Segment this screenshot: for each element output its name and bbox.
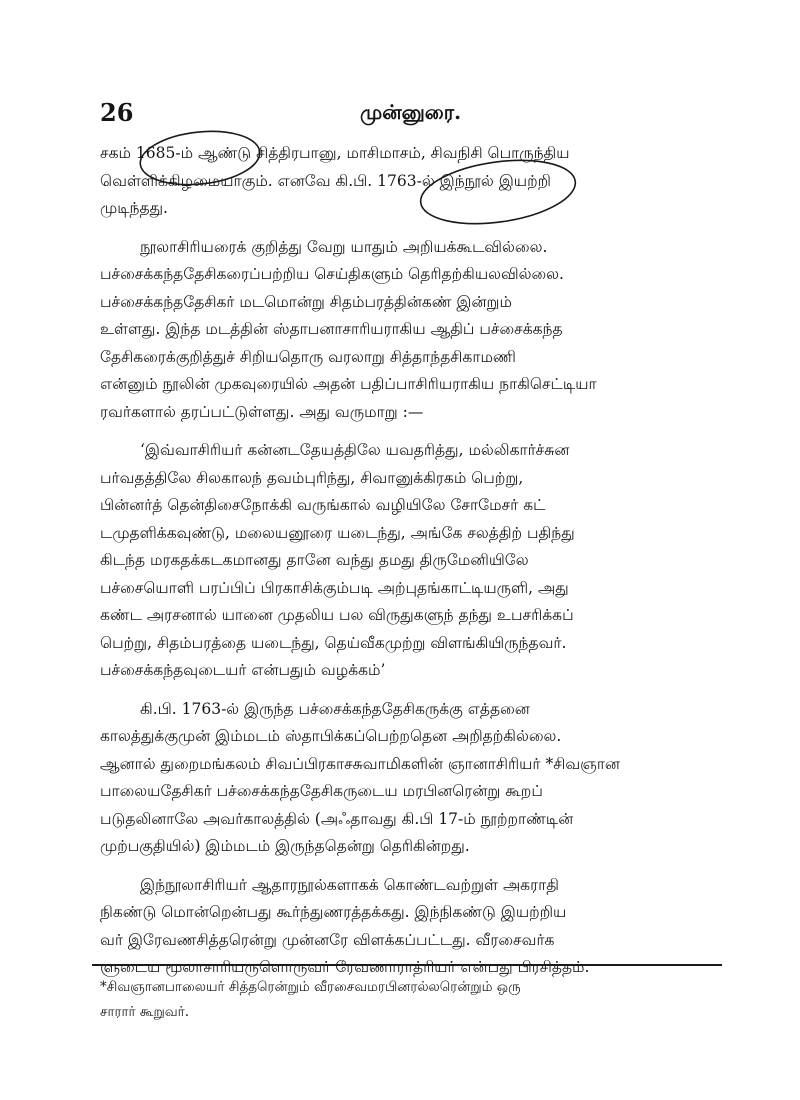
text-line: கி.பி. 1763-ல் இருந்த பச்சைக்கந்ததேசிகருக்கு எத்தனை (140, 699, 530, 718)
text-line: காலத்துக்குமுன் இம்மடம் ஸ்தாபிக்கப்பெற்றதென அறிதற்கில்லை. (100, 727, 562, 745)
footnote-divider (92, 964, 722, 966)
text-line: பெற்று, சிதம்பரத்தை யடைந்து, தெய்வீகமுற்று விளங்கியிருந்தவர். (100, 633, 567, 652)
page-header (100, 98, 720, 134)
footnote-line: *சிவஞானபாலையர் சித்தரென்றும் வீரசைவமரபினரல்லரென்றும் ஒரு (100, 979, 521, 995)
text-line: ஆனால் துறைமங்கலம் சிவப்பிரகாசசுவாமிகளின் ஞானாசிரியர் *சிவஞான (100, 754, 620, 773)
running-title: முன்னுரை. (360, 100, 462, 124)
text-line: பின்னர்த் தென்திசைநோக்கி வருங்கால் வழியிலே சோமேசர் கட் (100, 496, 546, 514)
text-line: கண்ட அரசனால் யானை முதலிய பல விருதுகளுந் தந்து உபசரிக்கப் (100, 606, 574, 624)
text-line: ‘இவ்வாசிரியர் கன்னடதேயத்திலே யவதரித்து, மல்லிகார்ச்சுன (140, 441, 570, 459)
text-line: இந்நூலாசிரியர் ஆதாரநூல்களாகக் கொண்டவற்றுள் அகராதி (140, 875, 559, 894)
text-line: நிகண்டு மொன்றென்பது கூர்ந்துணரத்தக்கது. இந்நிகண்டு இயற்றிய (100, 903, 567, 921)
text-line: முடிந்தது. (100, 199, 168, 217)
text-line: பச்சையொளி பரப்பிப் பிரகாசிக்கும்படி அற்புதங்காட்டியருளி, அது (100, 578, 569, 597)
text-line: சகம் 1685-ம் ஆண்டு சித்திரபானு, மாசிமாசம், சிவநிசி பொருந்திய (100, 144, 570, 162)
text-line: படுதலினாலே அவர்காலத்தில் (அஃதாவது கி.பி 17-ம் நூற்றாண்டின் (100, 809, 574, 828)
text-line: ரவர்களால் தரப்பட்டுள்ளது. அது வருமாறு :— (100, 402, 424, 421)
text-line: பச்சைக்கந்ததேசிகரைப்பற்றிய செய்திகளும் தெரிதற்கியலவில்லை. (100, 265, 564, 283)
paragraph-1 (100, 140, 720, 223)
text-line: என்னும் நூலின் முகவுரையில் அதன் பதிப்பாசிரியராகிய நாகிசெட்டியா (100, 375, 597, 393)
paragraph-4 (100, 696, 720, 861)
text-line: பாலையதேசிகர் பச்சைக்கந்ததேசிகருடைய மரபினரென்று கூறப் (100, 782, 543, 800)
footnote (100, 975, 720, 1025)
text-line: முற்பகுதியில்) இம்மடம் இருந்ததென்று தெரிகின்றது. (100, 837, 470, 855)
text-line: ளுடைய மூலாசாரியருளொருவர் ரேவணாராத்ரியர் என்பது பிரசித்தம். (100, 958, 590, 976)
text-line: வர் இரேவணசித்தரென்று முன்னரே விளக்கப்பட்டது. வீரசைவர்க (100, 930, 555, 949)
text-line: கிடந்த மரகதக்கடகமானது தானே வந்து தமது திருமேனியிலே (100, 551, 529, 569)
page-body (100, 140, 720, 993)
text-line: பச்சைக்கந்தவுடையர் என்பதும் வழக்கம்’ (100, 661, 386, 679)
text-line: உள்ளது. இந்த மடத்தின் ஸ்தாபனாசாரியராகிய ஆதிப் பச்சைக்கந்த (100, 320, 563, 338)
text-line: தேசிகரைக்குறித்துச் சிறியதொரு வரலாறு சித்தாந்தசிகாமணி (100, 347, 516, 366)
page-number: 26 (100, 98, 134, 127)
quoted-passage (100, 437, 720, 685)
paragraph-2 (100, 234, 720, 427)
footnote-line: சாரார் கூறுவர். (100, 1004, 189, 1020)
text-line: பச்சைக்கந்ததேசிகர் மடமொன்று சிதம்பரத்தின்கண் இன்றும் (100, 292, 512, 311)
text-line: வெள்ளிக்கிழமையாகும். எனவே கி.பி. 1763-ல் இந்நூல் இயற்றி (100, 171, 551, 190)
text-line: நூலாசிரியரைக் குறித்து வேறு யாதும் அறியக்கூடவில்லை. (140, 237, 548, 256)
text-line: பர்வதத்திலே சிலகாலந் தவம்புரிந்து, சிவானுக்கிரகம் பெற்று, (100, 468, 524, 487)
text-line: டமுதளிக்கவுண்டு, மலையனூரை யடைந்து, அங்கே சலத்திற் பதிந்து (100, 523, 575, 542)
